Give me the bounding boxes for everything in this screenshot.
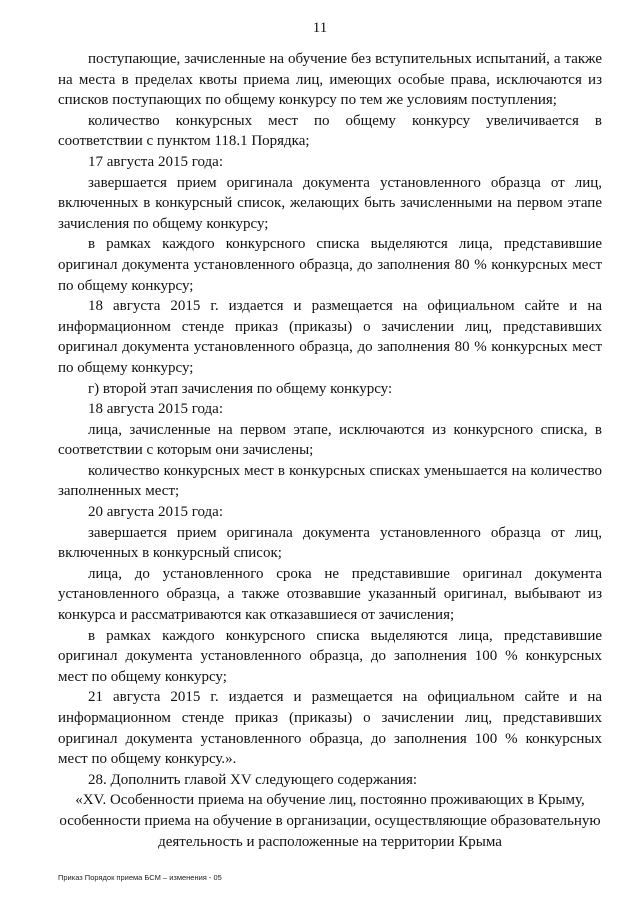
paragraph: в рамках каждого конкурсного списка выделяются лица, представившие оригинал документа установленного образца, до заполнения 80 % конкурсных мест по общему конкурсу; bbox=[58, 236, 602, 294]
date-heading: 17 августа 2015 года: bbox=[88, 153, 223, 170]
date-heading: 18 августа 2015 года: bbox=[88, 401, 223, 418]
paragraph: завершается прием оригинала документа установленного образца от лиц, включенных в конкурсный список, желающих быть зачисленными на первом этапе зачисления по общему конкурсу; bbox=[58, 174, 602, 232]
list-item-g: г) второй этап зачисления по общему конкурсу: bbox=[88, 380, 393, 397]
footer-caption: Приказ Порядок приема БСМ – изменения - 05 bbox=[58, 873, 222, 882]
amendment-item-28: 28. Дополнить главой XV следующего содержания: bbox=[88, 771, 418, 788]
document-body bbox=[58, 49, 602, 852]
paragraph: количество конкурсных мест по общему конкурсу увеличивается в соответствии с пунктом 118.1 Порядка; bbox=[58, 112, 602, 150]
paragraph: в рамках каждого конкурсного списка выделяются лица, представившие оригинал документа установленного образца, до заполнения 100 % конкурсных мест по общему конкурсу; bbox=[58, 627, 602, 685]
paragraph: количество конкурсных мест в конкурсных списках уменьшается на количество заполненных мест; bbox=[58, 462, 602, 500]
paragraph: лица, зачисленные на первом этапе, исключаются из конкурсного списка, в соответствии с которым они зачислены; bbox=[58, 421, 602, 459]
paragraph: поступающие, зачисленные на обучение без вступительных испытаний, а также на места в пределах квоты приема лиц, имеющих особые права, исключаются из списков поступающих по общему конкурсу по тем же условиям поступления; bbox=[58, 51, 602, 109]
date-heading: 20 августа 2015 года: bbox=[88, 504, 223, 521]
paragraph: лица, до установленного срока не представившие оригинал документа установленного образца, а также отозвавшие указанный оригинал, выбывают из конкурса и рассматриваются как отказавшиеся от зачисления; bbox=[58, 565, 602, 624]
chapter-heading: «XV. Особенности приема на обучение лиц, постоянно проживающих в Крыму, особенности приема на обучение в организации, осуществляющие образовательную деятельность и расположенные на территории Крыма bbox=[59, 792, 601, 850]
paragraph: 21 августа 2015 г. издается и размещается на официальном сайте и на информационном стенде приказ (приказы) о зачислении лиц, представивших оригинал документа установленного образца, до заполнения 100 % конкурсных мест по общему конкурсу.». bbox=[58, 689, 602, 768]
paragraph: 18 августа 2015 г. издается и размещается на официальном сайте и на информационном стенде приказ (приказы) о зачислении лиц, представивших оригинал документа установленного образца, до заполнения 80 % конкурсных мест по общему конкурсу; bbox=[58, 298, 602, 376]
page-number: 11 bbox=[312, 20, 328, 36]
paragraph: завершается прием оригинала документа установленного образца от лиц, включенных в конкурсный список; bbox=[58, 524, 602, 562]
